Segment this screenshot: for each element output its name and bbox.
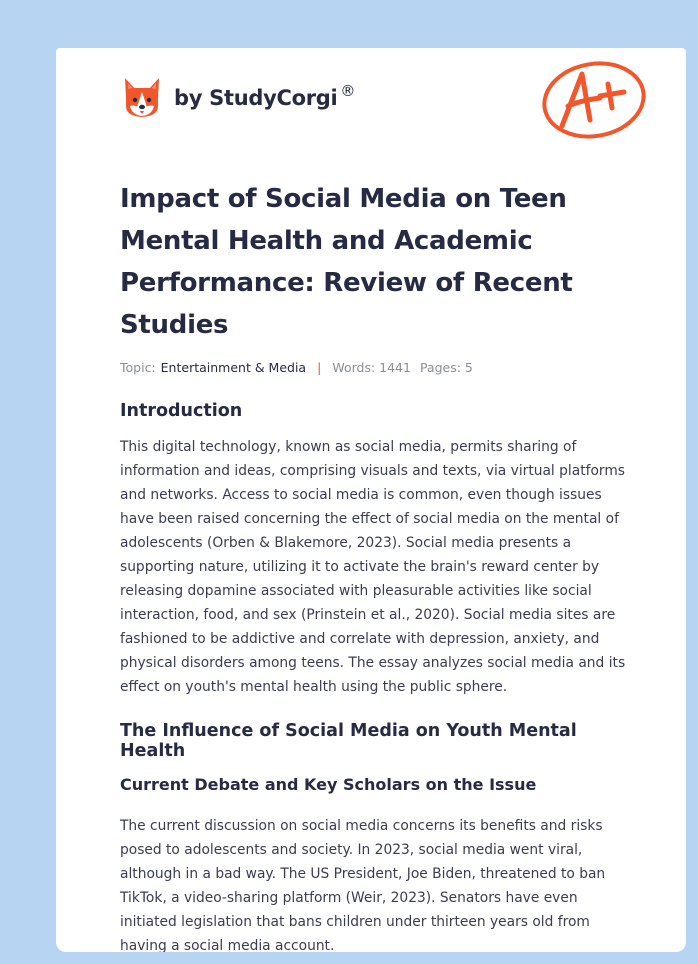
corgi-logo-icon	[122, 76, 162, 120]
word-count: Words: 1441	[332, 360, 411, 375]
a-plus-grade-icon	[538, 58, 650, 140]
introduction-paragraph: This digital technology, known as social media, permits sharing of information and ideas, comprising visuals and texts, via virtual platforms and networks. Access to social media is common, even though issues have been raised concerning the effect of social media on the mental of adolescents (Orben & Blakemore, 2023). Social media presents a supporting nature, utilizing it to activate the brain's reward center by releasing dopamine associated with pleasurable activities like social interaction, food, and sex (Prinstein et al., 2020). Social media sites are fashioned to be addictive and correlate with depression, anxiety, and physical disorders among teens. The essay analyzes social media and its effect on youth's mental health using the public sphere.	[120, 439, 626, 695]
document-meta	[120, 360, 632, 375]
section-heading-introduction: Introduction	[120, 401, 243, 421]
document-page	[56, 48, 686, 952]
topic-label: Topic:	[120, 360, 156, 375]
meta-separator: |	[317, 360, 322, 375]
logo-text: by StudyCorgi ®	[174, 82, 356, 110]
registered-mark: ®	[340, 82, 356, 100]
topic-link[interactable]: Entertainment & Media	[160, 360, 307, 375]
document-content	[120, 178, 632, 952]
section-heading-influence: The Influence of Social Media on Youth Mental Health	[120, 721, 577, 761]
debate-paragraph: The current discussion on social media concerns its benefits and risks posed to adolescents and society. In 2023, social media went viral, although in a bad way. The US President, Joe Biden, threatened to ban TikTok, a video-sharing platform (Weir, 2023). Senators have even initiated legislation that bans children under thirteen years old from having a social media account.	[120, 818, 606, 952]
document-title: Impact of Social Media on Teen Mental Health and Academic Performance: Review of Recent Studies	[120, 184, 573, 340]
page-count: Pages: 5	[419, 360, 473, 375]
studycorgi-logo[interactable]	[122, 76, 355, 120]
subsection-heading-debate: Current Debate and Key Scholars on the Issue	[120, 775, 537, 794]
